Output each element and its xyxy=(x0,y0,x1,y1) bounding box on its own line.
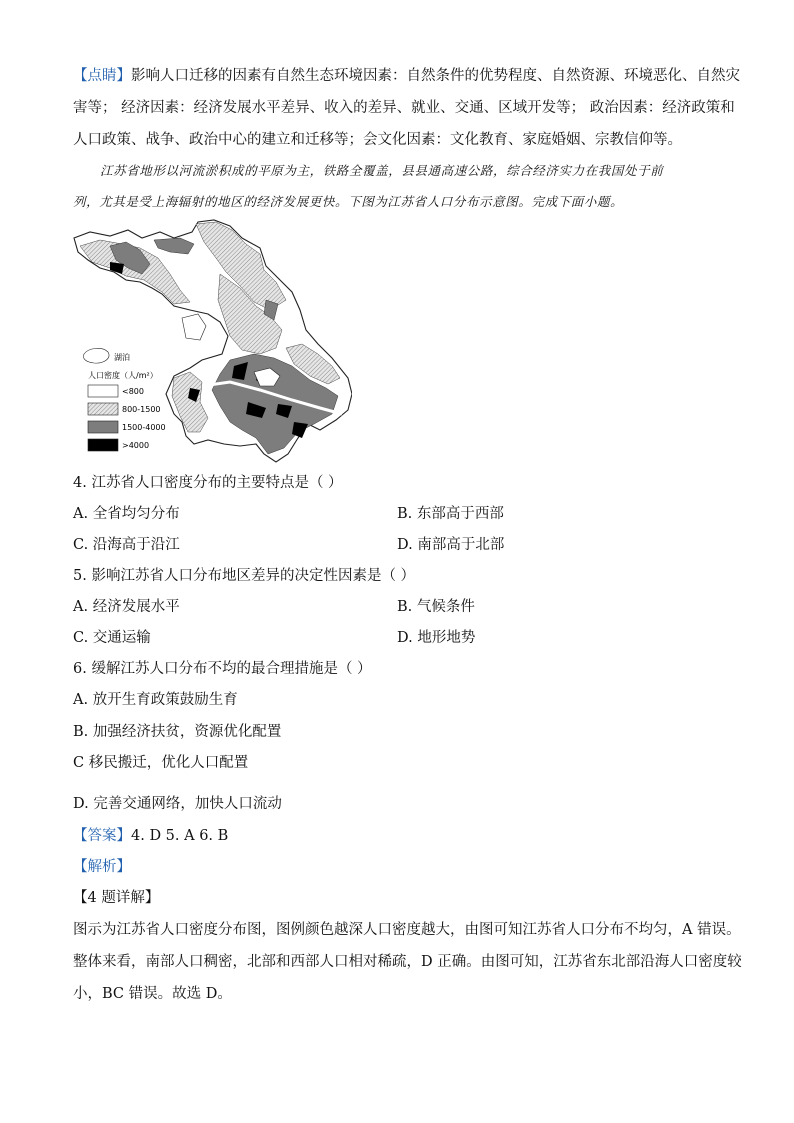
detail-line-2: 整体来看，南部人口稠密，北部和西部人口相对稀疏，D 正确。由图可知，江苏省东北部沿海人口密度较 xyxy=(73,954,742,970)
question-4-option-c: C. 沿海高于沿江 xyxy=(73,537,180,553)
question-5-option-c: C. 交通运输 xyxy=(73,630,151,646)
question-5-option-a: A. 经济发展水平 xyxy=(73,599,180,615)
analysis-tag: 【解析】 xyxy=(73,859,131,875)
legend-item-1: <800 xyxy=(122,387,144,396)
legend-lake-label: 湖泊 xyxy=(114,353,130,362)
map-legend xyxy=(83,348,165,451)
question-4-stem: 4. 江苏省人口密度分布的主要特点是（ ） xyxy=(73,475,343,491)
question-6-option-d: D. 完善交通网络，加快人口流动 xyxy=(73,796,282,812)
question-4-option-a: A. 全省均匀分布 xyxy=(73,506,180,522)
point-line-3: 人口政策、战争、政治中心的建立和迁移等；会文化因素：文化教育、家庭婚姻、宗教信仰等。 xyxy=(73,132,682,148)
question-4-option-b: B. 东部高于西部 xyxy=(397,506,504,522)
lake-hongze xyxy=(182,314,206,340)
answer-line xyxy=(73,826,723,846)
legend-lake-swatch xyxy=(83,348,109,363)
jiangsu-population-density-map xyxy=(70,218,352,463)
question-6-option-a: A. 放开生育政策鼓励生育 xyxy=(73,692,238,708)
legend-item-2: 800-1500 xyxy=(122,405,161,414)
question-6-option-c: C 移民搬迁，优化人口配置 xyxy=(73,755,249,771)
legend-item-4: >4000 xyxy=(122,441,150,450)
detail-tag: 【4 题详解】 xyxy=(73,890,160,906)
point-tag: 【点睛】 xyxy=(73,68,131,84)
answer-tag: 【答案】 xyxy=(73,828,131,844)
detail-line-3: 小，BC 错误。故选 D。 xyxy=(73,986,232,1002)
question-5-option-b: B. 气候条件 xyxy=(397,599,475,615)
question-5-option-d: D. 地形地势 xyxy=(397,630,476,646)
detail-line-1: 图示为江苏省人口密度分布图，图例颜色越深人口密度越大，由图可知江苏省人口分布不均匀，A 错误。 xyxy=(73,922,741,938)
passage-line-2: 列，尤其是受上海辐射的地区的经济发展更快。下图为江苏省人口分布示意图。完成下面小题。 xyxy=(73,194,624,209)
question-4-option-d: D. 南部高于北部 xyxy=(397,537,505,553)
legend-item-3: 1500-4000 xyxy=(122,423,166,432)
legend-title: 人口密度（人/m²） xyxy=(88,371,158,380)
point-text-1: 影响人口迁移的因素有自然生态环境因素：自然条件的优势程度、自然资源、环境恶化、自然灾 xyxy=(131,68,740,84)
point-line-2: 害等； 经济因素：经济发展水平差异、收入的差异、就业、交通、区域开发等； 政治因素：经济政策和 xyxy=(73,100,735,116)
question-6-stem: 6. 缓解江苏人口分布不均的最合理措施是（ ） xyxy=(73,661,372,677)
answer-text: 4. D 5. A 6. B xyxy=(131,828,229,844)
passage-line-1: 江苏省地形以河流淤积成的平原为主，铁路全覆盖，县县通高速公路，综合经济实力在我国处于前 xyxy=(100,163,664,178)
region-over-4000-1 xyxy=(110,262,124,274)
point-line-1 xyxy=(73,66,740,86)
question-6-option-b: B. 加强经济扶贫，资源优化配置 xyxy=(73,724,282,740)
question-5-stem: 5. 影响江苏省人口分布地区差异的决定性因素是（ ） xyxy=(73,568,416,584)
